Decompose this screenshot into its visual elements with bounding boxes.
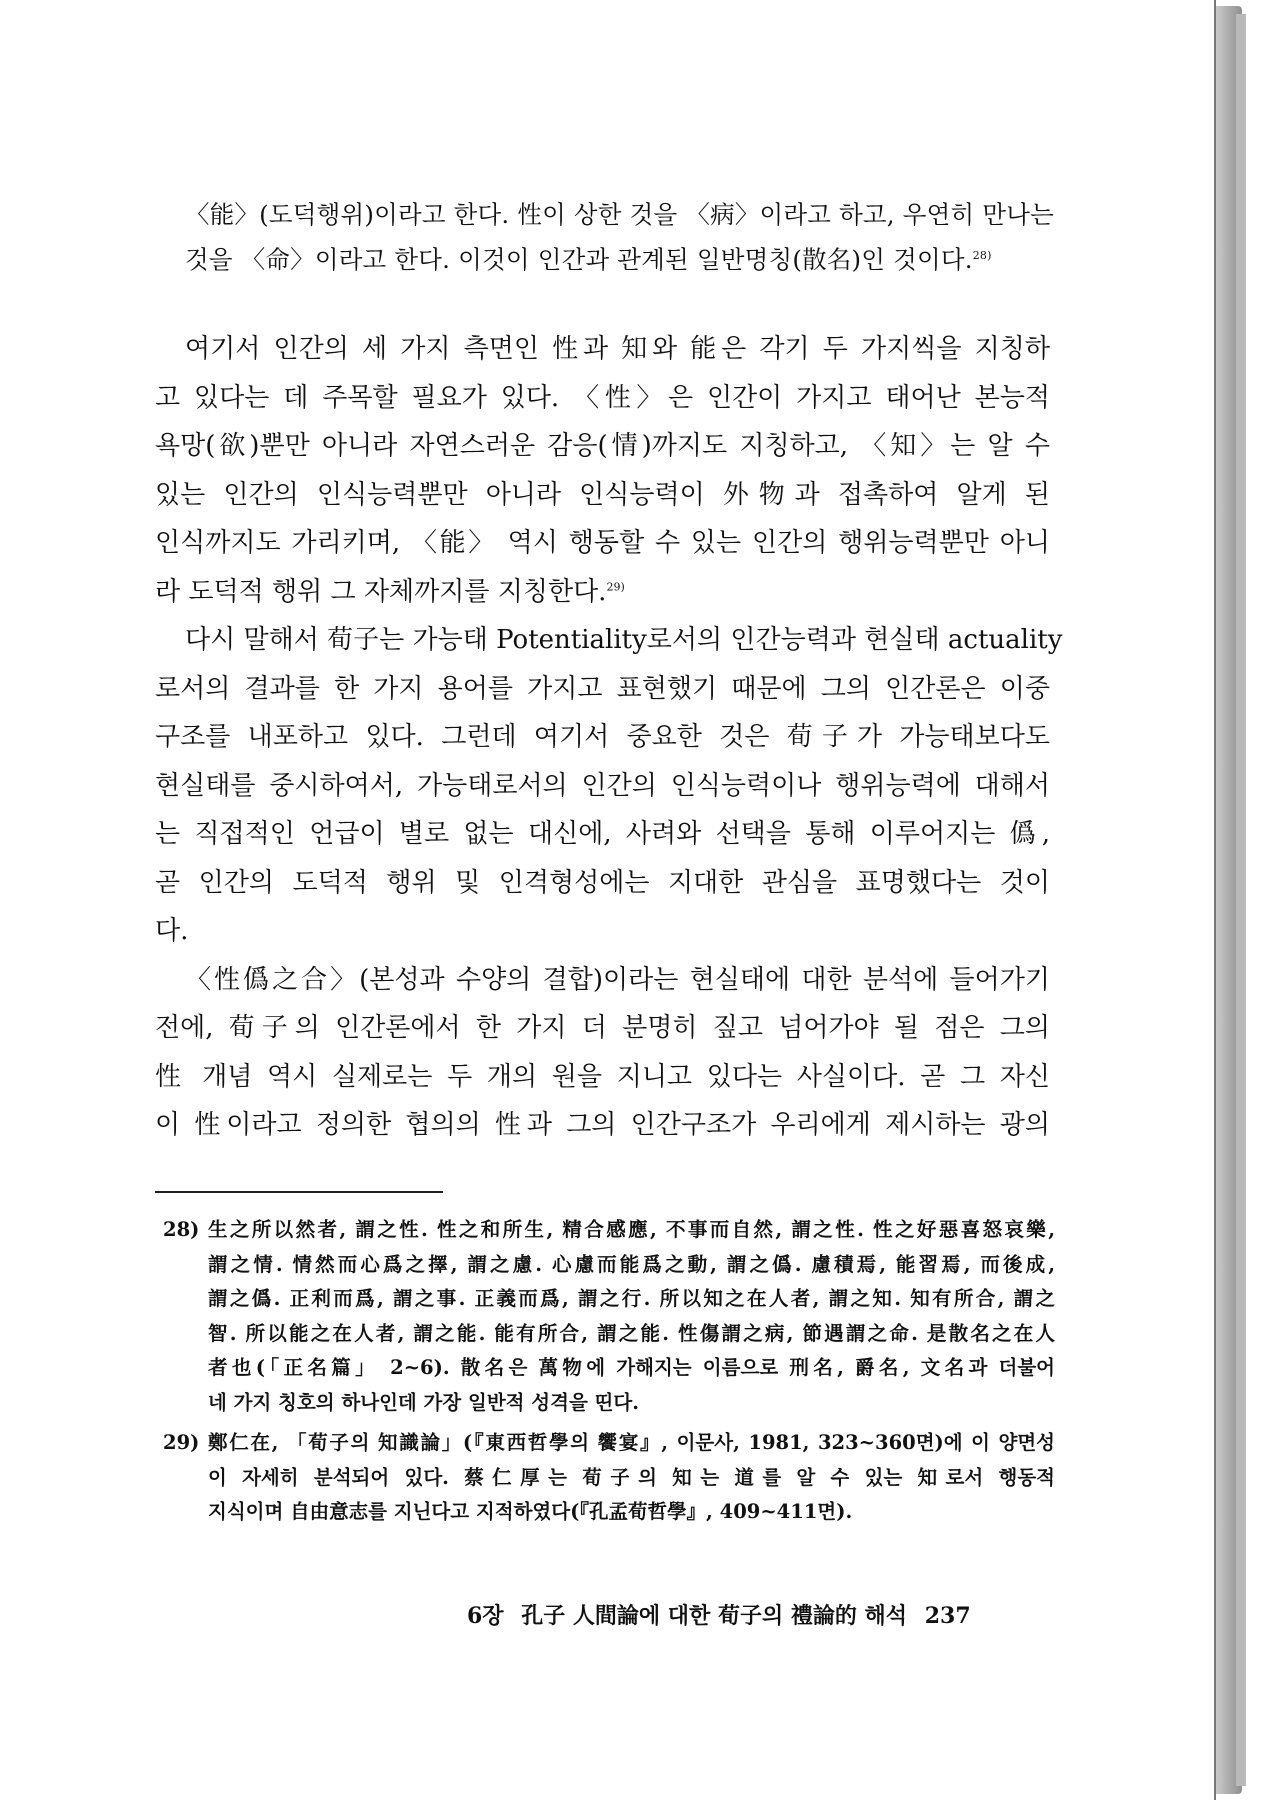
footnote-line: 네 가지 칭호의 하나인데 가장 일반적 성격을 띤다. [208,1390,640,1414]
text-line: 구조를 내포하고 있다. 그런데 여기서 중요한 것은 荀子가 가능태보다도 [155,722,1050,752]
footnote-line: 이 자세히 분석되어 있다. 蔡仁厚는 荀子의 知는 道를 알 수 있는 知로서 행동적 [208,1465,1055,1489]
text-line: 라 도덕적 행위 그 자체까지를 지칭한다.$^{29)}$ [155,576,625,607]
page-number: 237 [924,1603,971,1629]
footnote-divider [155,1191,443,1193]
footnote-number: 28) [163,1218,200,1241]
text-line: 있는 인간의 인식능력뿐만 아니라 인식능력이 外物과 접촉하여 알게 된 [155,479,1050,510]
footnotes [155,1213,1055,1536]
text-line: 性 개념 역시 실제로는 두 개의 원을 지니고 있다는 사실이다. 곧 그 자신 [155,1061,1050,1092]
text-line: 인식까지도 가리키며, 〈能〉 역시 행동할 수 있는 인간의 행위능력뿐만 아니 [155,528,1050,558]
quote-line: 〈能〉(도덕행위)이라고 한다. 性이 상한 것을 〈病〉이라고 하고, 우연히 만나는 [185,200,1054,229]
paragraph [155,616,1063,956]
footnote-line: 者也(「正名篇」 2~6). 散名은 萬物에 가해지는 이름으로 刑名, 爵名, 文名과 더불어 [208,1356,1055,1379]
footnote-ref[interactable]: 28) [972,248,992,262]
chapter-title: 孔子 人間論에 대한 荀子의 禮論的 해석 [521,1603,908,1629]
paragraph [155,956,1050,1150]
footnote-number: 29) [163,1431,200,1454]
footnote-line: 鄭仁在, 「荀子의 知識論」(『東西哲學의 饗宴』, 이문사, 1981, 323~360면)에 이 양면성 [208,1431,1055,1454]
block-quote [185,192,1054,282]
text-line: 여기서 인간의 세 가지 측면인 性과 知와 能은 각기 두 가지씩을 지칭하 [185,334,1050,364]
footnote-ref[interactable]: 29) [606,579,625,593]
paragraph [155,325,1050,616]
running-footer [467,1599,981,1630]
footnote-28 [155,1213,1055,1420]
text-line: 고 있다는 데 주목할 필요가 있다. 〈性〉은 인간이 가지고 태어난 본능적 [155,382,1050,413]
chapter-label: 6장 [467,1603,504,1629]
quote-line: 것을 〈命〉이라고 한다. 이것이 인간과 관계된 일반명칭(散名)인 것이다.$^{28)}$ [185,245,992,274]
text-line: 욕망(欲)뿐만 아니라 자연스러운 감응(情)까지도 지칭하고, 〈知〉는 알 수 [155,431,1050,461]
footnote-29 [155,1426,1055,1530]
text-line: 다. [155,916,189,946]
text-line: 는 직접적인 언급이 별로 없는 대신에, 사려와 선택을 통해 이루어지는 僞, [155,819,1050,849]
text-line: 곧 인간의 도덕적 행위 및 인격형성에는 지대한 관심을 표명했다는 것이 [155,867,1050,898]
footnote-line: 지식이며 自由意志를 지닌다고 지적하였다(『孔孟荀哲學』, 409~411면). [208,1500,853,1523]
page-edge-stack [1236,14,1246,1786]
text-line: 이 性이라고 정의한 협의의 性과 그의 인간구조가 우리에게 제시하는 광의 [155,1110,1050,1140]
text-line: 로서의 결과를 한 가지 용어를 가지고 표현했기 때문에 그의 인간론은 이중 [155,673,1050,704]
text-line: 다시 말해서 荀子는 가능태 Potentiality로서의 인간능력과 현실태 actuality [185,625,1063,655]
footnote-line: 謂之情. 情然而心爲之擇, 謂之慮. 心慮而能爲之動, 謂之僞. 慮積焉, 能習焉, 而後成, [208,1252,1055,1276]
footnote-line: 智. 所以能之在人者, 謂之能. 能有所合, 謂之能. 性傷謂之病, 節遇謂之命. 是散名之在人 [208,1321,1055,1345]
text-line: 〈性僞之合〉(본성과 수양의 결합)이라는 현실태에 대한 분석에 들어가기 [185,964,1050,995]
footnote-line: 謂之僞. 正利而爲, 謂之事. 正義而爲, 謂之行. 所以知之在人者, 謂之知. 知有所合, 謂之 [208,1287,1055,1310]
text-line: 전에, 荀子의 인간론에서 한 가지 더 분명히 짚고 넘어가야 될 점은 그의 [155,1013,1050,1043]
text-line: 현실태를 중시하여서, 가능태로서의 인간의 인식능력이나 행위능력에 대해서 [155,770,1050,801]
footnote-line: 生之所以然者, 謂之性. 性之和所生, 精合感應, 不事而自然, 謂之性. 性之好惡喜怒哀樂, [208,1218,1055,1241]
body-text [155,325,1063,1150]
